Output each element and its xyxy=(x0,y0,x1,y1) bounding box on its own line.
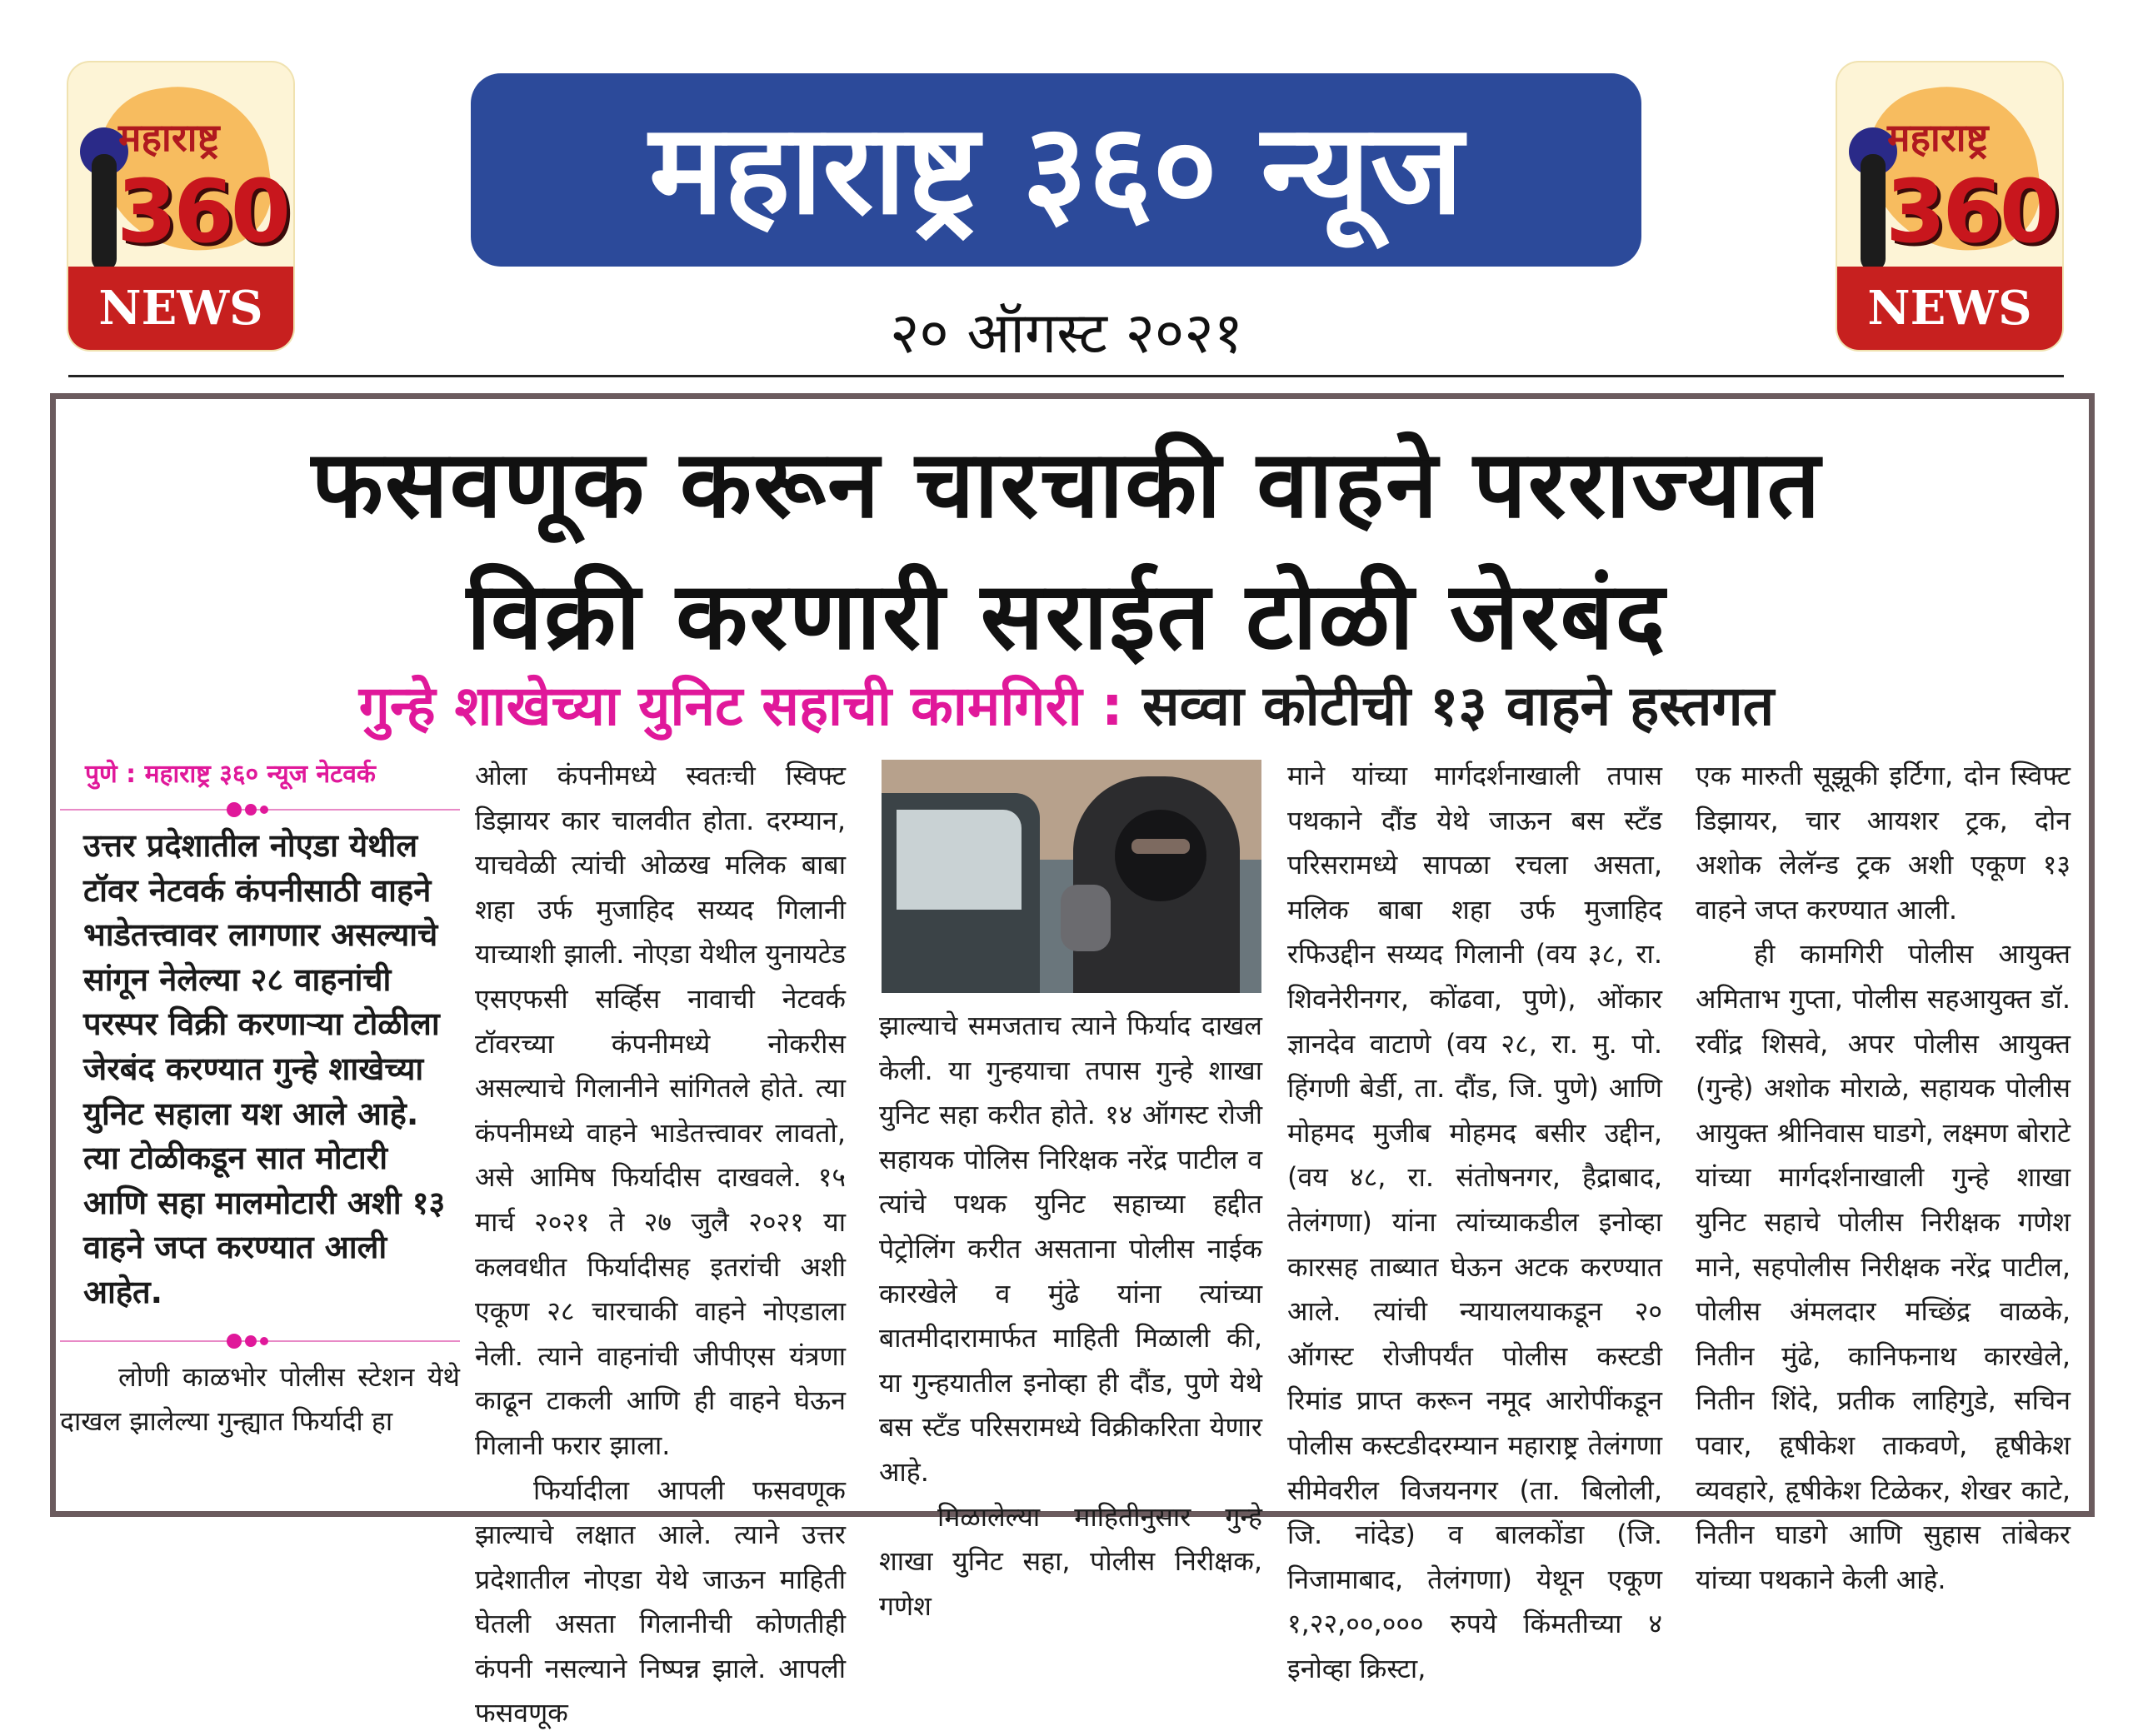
headline-line-1: फसवणूक करून चारचाकी वाहने परराज्यात xyxy=(0,417,2133,544)
logo-number: 360 xyxy=(1886,161,2056,262)
dateline: पुणे : महाराष्ट्र ३६० न्यूज नेटवर्क xyxy=(60,754,460,796)
masthead-title: महाराष्ट्र ३६० न्यूज xyxy=(471,73,1641,267)
article-paragraph: मिळालेल्या माहितीनुसार गुन्हे शाखा युनिट सहा, पोलीस निरीक्षक, गणेश xyxy=(879,1495,1262,1629)
subheadline xyxy=(0,666,2133,741)
article-column-5 xyxy=(1696,754,2071,1602)
subheadline-part-1: गुन्हे शाखेच्या युनिट सहाची कामगिरी : xyxy=(359,674,1123,738)
microphone-handle xyxy=(92,154,117,271)
logo-name: महाराष्ट्र xyxy=(118,111,219,162)
article-paragraph: ही कामगिरी पोलीस आयुक्त अमिताभ गुप्ता, पोलीस सहआयुक्त डॉ. रवींद्र शिसवे, अपर पोलीस आयुक्त (गुन्हे) अशोक मोराळे, सहायक पोलीस आयुक्त श्रीनिवास घाडगे, लक्ष्मण बोराटे यांच्या मार्गदर्शनाखाली गुन्हे शाखा युनिट सहाचे पोलीस निरीक्षक गणेश माने, सहपोलीस निरीक्षक नरेंद्र पाटील, पोलीस अंमलदार मच्छिंद्र वाळके, नितीन मुंढे, कानिफनाथ कारखेले, नितीन शिंदे, प्रतीक लाहिगुडे, सचिन पवार, हृषीकेश ताकवणे, हृषीकेश व्यवहारे, हृषीकेश टिळेकर, शेखर काटे, नितीन घाडगे आणि सुहास तांबेकर यांच्या पथकाने केली आहे. xyxy=(1696,932,2071,1602)
article-paragraph: माने यांच्या मार्गदर्शनाखाली तपास पथकाने दौंड येथे जाऊन बस स्टँड परिसरामध्ये सापळा रचला असता, मलिक बाबा शहा उर्फ मुजाहिद रफिउद्दीन सय्यद गिलानी (वय ३८, रा. शिवनेरीनगर, कोंढवा, पुणे), ओंकार ज्ञानदेव वाटाणे (वय २८, रा. मु. पो. हिंगणी बेर्डी, ता. दौंड, जि. पुणे) आणि मोहमद मुजीब मोहमद बसीर उद्दीन, (वय ४८, रा. संतोषनगर, हैद्राबाद, तेलंगणा) यांना त्यांच्याकडील इनोव्हा कारसह ताब्यात घेऊन अटक करण्यात आले. त्यांची न्यायालयाकडून २० ऑगस्ट रोजीपर्यंत पोलीस कस्टडी रिमांड प्राप्त करून नमूद आरोपींकडून पोलीस कस्टडीदरम्यान महाराष्ट्र तेलंगणा सीमेवरील विजयनगर (ता. बिलोली, जि. नांदेड) व बालकोंडा (जि. निजामाबाद, तेलंगणा) येथून एकूण १,२२,००,००० रुपये किंमतीच्या ४ इनोव्हा क्रिस्टा, xyxy=(1287,754,1662,1691)
masthead-divider xyxy=(68,375,2064,377)
masthead-date: २० ऑगस्ट २०२१ xyxy=(0,292,2133,369)
article-paragraph: एक मारुती सूझूकी इर्टिगा, दोन स्विफ्ट डिझायर, चार आयशर ट्रक, दोन अशोक लेलॅन्ड ट्रक अशी एकूण १३ वाहने जप्त करण्यात आली. xyxy=(1696,754,2071,932)
microphone-handle xyxy=(1861,154,1886,271)
logo-name: महाराष्ट्र xyxy=(1887,111,1988,162)
ornament-divider xyxy=(60,1327,460,1355)
article-column-4 xyxy=(1287,754,1662,1691)
article-paragraph: फिर्यादीला आपली फसवणूक झाल्याचे लक्षात आले. त्याने उत्तर प्रदेशातील नोएडा येथे जाऊन माहिती घेतली असता गिलानीची कोणतीही कंपनी नसल्याने निष्पन्न झाले. आपली फसवणूक xyxy=(475,1469,846,1736)
logo-news-band: NEWS xyxy=(1837,267,2062,350)
article-paragraph: झाल्याचे समजताच त्याने फिर्याद दाखल केली. या गुन्हयाचा तपास गुन्हे शाखा युनिट सहा करीत होते. १४ ऑगस्ट रोजी सहायक पोलिस निरिक्षक नरेंद्र पाटील व त्यांचे पथक युनिट सहाच्या हद्दीत पेट्रोलिंग करीत असताना पोलीस नाईक कारखेले व मुंढे यांना त्यांच्या बातमीदारामार्फत माहिती मिळाली की, या गुन्हयातील इनोव्हा ही दौंड, पुणे येथे बस स्टँड परिसरामध्ये विक्रीकरिता येणार आहे. xyxy=(879,1004,1262,1495)
news-photo xyxy=(882,760,1261,993)
headline-line-2: विक्री करणारी सराईत टोळी जेरबंद xyxy=(0,548,2133,676)
logo-news-band: NEWS xyxy=(68,267,293,350)
subheadline-part-2: सव्वा कोटीची १३ वाहने हस्तगत xyxy=(1142,674,1774,738)
article-column-1 xyxy=(60,754,460,1444)
article-column-2 xyxy=(475,754,846,1736)
article-lede: उत्तर प्रदेशातील नोएडा येथील टॉवर नेटवर्क कंपनीसाठी वाहने भाडेतत्त्वावर लागणार असल्याचे सांगून नेलेल्या २८ वाहनांची परस्पर विक्री करणाऱ्या टोळीला जेरबंद करण्यात गुन्हे शाखेच्या युनिट सहाला यश आले आहे. त्या टोळीकडून सात मोटारी आणि सहा मालमोटारी अशी १३ वाहने जप्त करण्यात आली आहेत. xyxy=(60,824,460,1315)
article-column-3 xyxy=(879,1004,1262,1629)
logo-number: 360 xyxy=(117,161,287,262)
article-paragraph: लोणी काळभोर पोलीस स्टेशन येथे दाखल झालेल्या गुन्ह्यात फिर्यादी हा xyxy=(60,1355,460,1444)
ornament-divider xyxy=(60,796,460,824)
article-paragraph: ओला कंपनीमध्ये स्वतःची स्विफ्ट डिझायर कार चालवीत होता. दरम्यान, याचवेळी त्यांची ओळख मलिक बाबा शहा उर्फ मुजाहिद सय्यद गिलानी याच्याशी झाली. नोएडा येथील युनायटेड एसएफसी सर्व्हिस नावाची नेटवर्क टॉवरच्या कंपनीमध्ये नोकरीस असल्याचे गिलानीने सांगितले होते. त्या कंपनीमध्ये वाहने भाडेतत्त्वावर लावतो, असे आमिष फिर्यादीस दाखवले. १५ मार्च २०२१ ते २७ जुलै २०२१ या कलवधीत फिर्यादीसह इतरांची अशी एकूण २८ चारचाकी वाहने नोएडाला नेली. त्याने वाहनांची जीपीएस यंत्रणा काढून टाकली आणि ही वाहने घेऊन गिलानी फरार झाला. xyxy=(475,754,846,1469)
